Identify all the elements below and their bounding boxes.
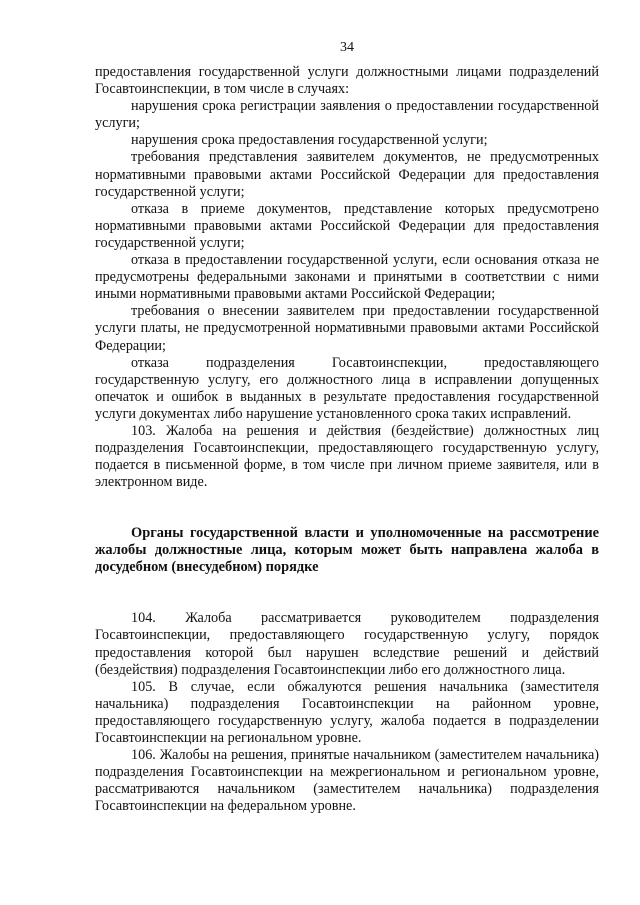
paragraph: 104. Жалоба рассматривается руководителем подразделения Госавтоинспекции, предоставляющего государственную услугу, порядок предоставления которой был нарушен вследствие решений и действий (бездействия) подразделения Госавтоинспекции либо его должностного лица.	[95, 610, 599, 678]
section-heading: Органы государственной власти и уполномоченные на рассмотрение жалобы должностные лица, которым может быть направлена жалоба в досудебном (внесудебном) порядке	[95, 525, 599, 576]
paragraph: отказа в предоставлении государственной услуги, если основания отказа не предусмотрены федеральными законами и принятыми в соответствии с ними иными нормативными правовыми актами Российской Федерации;	[95, 252, 599, 303]
paragraph: отказа подразделения Госавтоинспекции, предоставляющего государственную услугу, его должностного лица в исправлении допущенных опечаток и ошибок в выданных в результате предоставления государственной услуги документах либо нарушение установленного срока таких исправлений.	[95, 354, 599, 422]
page-number: 34	[340, 40, 354, 55]
paragraph: требования о внесении заявителем при предоставлении государственной услуги платы, не предусмотренной нормативными правовыми актами Российской Федерации;	[95, 303, 599, 354]
paragraphs-before	[95, 64, 599, 491]
paragraph: нарушения срока регистрации заявления о предоставлении государственной услуги;	[95, 98, 599, 132]
paragraph: отказа в приеме документов, представление которых предусмотрено нормативными правовыми актами Российской Федерации для предоставления государственной услуги;	[95, 200, 599, 251]
paragraph: предоставления государственной услуги должностными лицами подразделений Госавтоинспекции, в том числе в случаях:	[95, 64, 599, 98]
paragraph: 105. В случае, если обжалуются решения начальника (заместителя начальника) подразделения Госавтоинспекции на районном уровне, предоставляющего государственную услугу, жалоба подается в подразделении Госавтоинспекции на региональном уровне.	[95, 678, 599, 746]
paragraphs-after	[95, 610, 599, 815]
paragraph: 106. Жалобы на решения, принятые начальником (заместителем начальника) подразделения Госавтоинспекции на межрегиональном и региональном уровне, рассматриваются начальником (заместителем начальника) подразделения Госавтоинспекции на федеральном уровне.	[95, 747, 599, 815]
paragraph: требования представления заявителем документов, не предусмотренных нормативными правовыми актами Российской Федерации для предоставления государственной услуги;	[95, 149, 599, 200]
paragraph: 103. Жалоба на решения и действия (бездействие) должностных лиц подразделения Госавтоинспекции, предоставляющего государственную услугу, подается в письменной форме, в том числе при личном приеме заявителя, или в электронном виде.	[95, 422, 599, 491]
paragraph: нарушения срока предоставления государственной услуги;	[131, 132, 488, 149]
